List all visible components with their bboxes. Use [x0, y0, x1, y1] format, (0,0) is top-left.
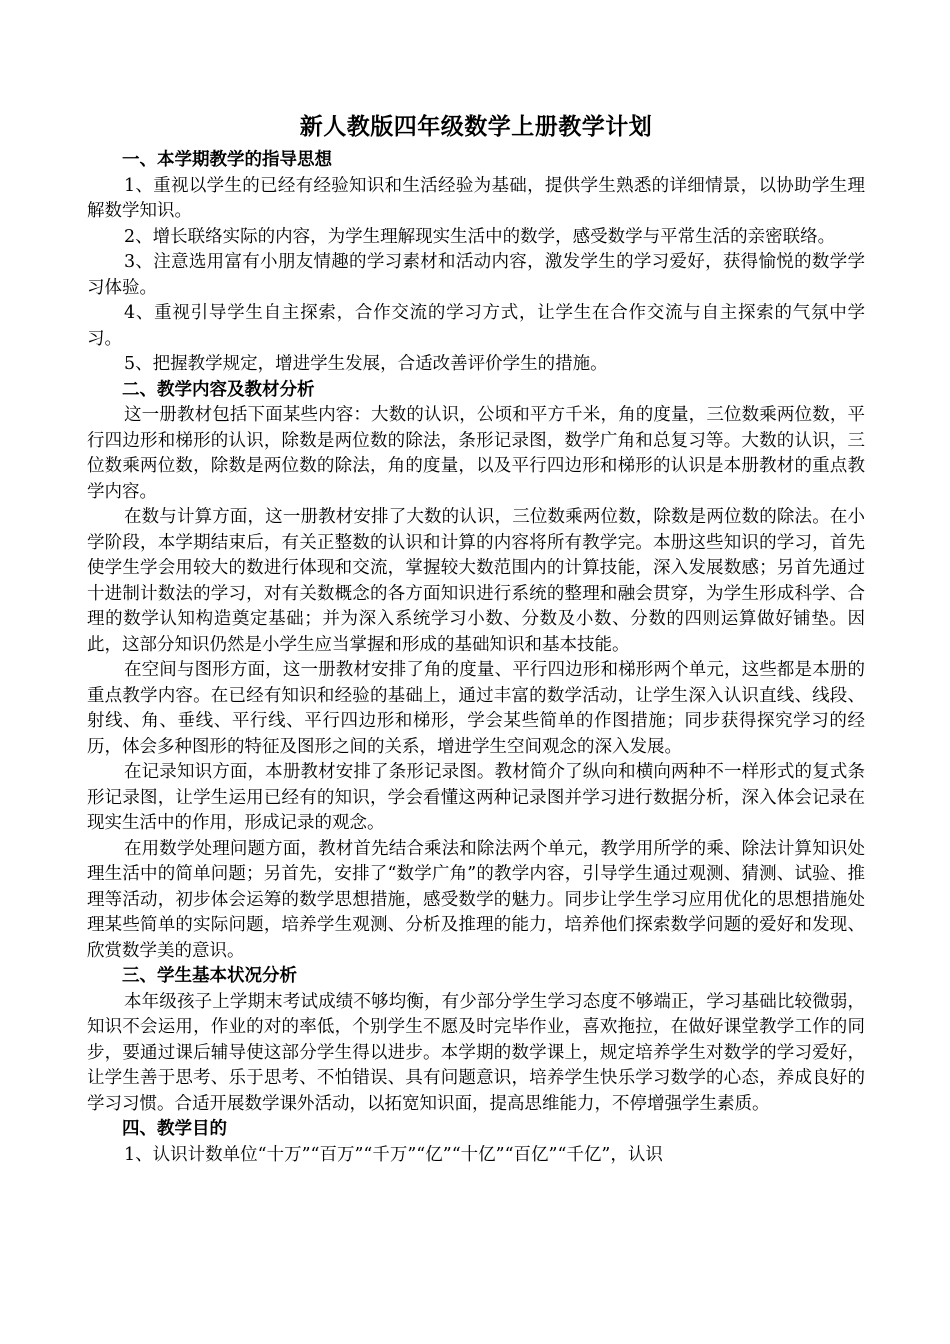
paragraph: 在记录知识方面，本册教材安排了条形记录图。教材简介了纵向和横向两种不一样形式的复式条形记录图，让学生运用已经有的知识，学会看懂这两种记录图并学习进行数据分析，深入体会记录在现实生活中的作用，形成记录的观念。	[87, 762, 865, 833]
paragraph: 2、增长联络实际的内容，为学生理解现实生活中的数学，感受数学与平常生活的亲密联络。	[124, 226, 836, 247]
section-heading-teaching-goals: 四、教学目的	[122, 1119, 227, 1139]
section-heading-guiding-ideology: 一、本学期教学的指导思想	[122, 150, 332, 170]
document-page	[87, 110, 865, 1168]
paragraph: 5、把握教学规定，增进学生发展，合适改善评价学生的措施。	[124, 354, 608, 374]
document-title: 新人教版四年级数学上册教学计划	[299, 113, 653, 140]
paragraph: 4、重视引导学生自主探索，合作交流的学习方式，让学生在合作交流与自主探索的气氛中学习。	[87, 303, 865, 349]
section-heading-content-analysis: 二、教学内容及教材分析	[122, 379, 315, 400]
paragraph: 在用数学处理问题方面，教材首先结合乘法和除法两个单元，教学用所学的乘、除法计算知识处理生活中的简单问题；另首先，安排了“数学广角”的教学内容，引导学生通过观测、猜测、试验、推理等活动，初步体会运筹的数学思想措施，感受数学的魅力。同步让学生学习应用优化的思想措施处理某些简单的实际问题，培养学生观测、分析及推理的能力，培养他们探索数学问题的爱好和发现、欣赏数学美的意识。	[87, 838, 865, 961]
paragraph: 1、重视以学生的已经有经验知识和生活经验为基础，提供学生熟悉的详细情景，以协助学生理解数学知识。	[87, 175, 865, 221]
paragraph: 1、认识计数单位“十万”“百万”“千万”“亿”“十亿”“百亿”“千亿”，认识	[124, 1144, 663, 1165]
section-heading-student-analysis: 三、学生基本状况分析	[122, 966, 297, 986]
paragraph: 在数与计算方面，这一册教材安排了大数的认识，三位数乘两位数，除数是两位数的除法。在小学阶段，本学期结束后，有关正整数的认识和计算的内容将所有教学完。本册这些知识的学习，首先使学生学会用较大的数进行体现和交流，掌握较大数范围内的计算技能，深入发展数感；另首先通过十进制计数法的学习，对有关数概念的各方面知识进行系统的整理和融会贯穿，为学生形成科学、合理的数学认知构造奠定基础；并为深入系统学习小数、分数及小数、分数的四则运算做好铺垫。因此，这部分知识仍然是小学生应当掌握和形成的基础知识和基本技能。	[87, 507, 865, 655]
paragraph: 在空间与图形方面，这一册教材安排了角的度量、平行四边形和梯形两个单元，这些都是本册的重点教学内容。在已经有知识和经验的基础上，通过丰富的数学活动，让学生深入认识直线、线段、射线、角、垂线、平行线、平行四边形和梯形，学会某些简单的作图措施；同步获得探究学习的经历，体会多种图形的特征及图形之间的关系，增进学生空间观念的深入发展。	[87, 660, 865, 757]
paragraph: 这一册教材包括下面某些内容：大数的认识，公顷和平方千米，角的度量，三位数乘两位数，平行四边形和梯形的认识，除数是两位数的除法，条形记录图，数学广角和总复习等。大数的认识，三位数乘两位数，除数是两位数的除法，角的度量，以及平行四边形和梯形的认识是本册教材的重点教学内容。	[87, 405, 865, 502]
paragraph: 3、注意选用富有小朋友情趣的学习素材和活动内容，激发学生的学习爱好，获得愉悦的数学学习体验。	[87, 252, 865, 298]
paragraph: 本年级孩子上学期末考试成绩不够均衡，有少部分学生学习态度不够端正，学习基础比较微弱，知识不会运用，作业的对的率低，个别学生不愿及时完毕作业，喜欢拖拉，在做好课堂教学工作的同步，要通过课后辅导使这部分学生得以进步。本学期的数学课上，规定培养学生对数学的学习爱好，让学生善于思考、乐于思考、不怕错误、具有问题意识，培养学生快乐学习数学的心态，养成良好的学习习惯。合适开展数学课外活动，以拓宽知识面，提高思维能力，不停增强学生素质。	[87, 991, 865, 1114]
